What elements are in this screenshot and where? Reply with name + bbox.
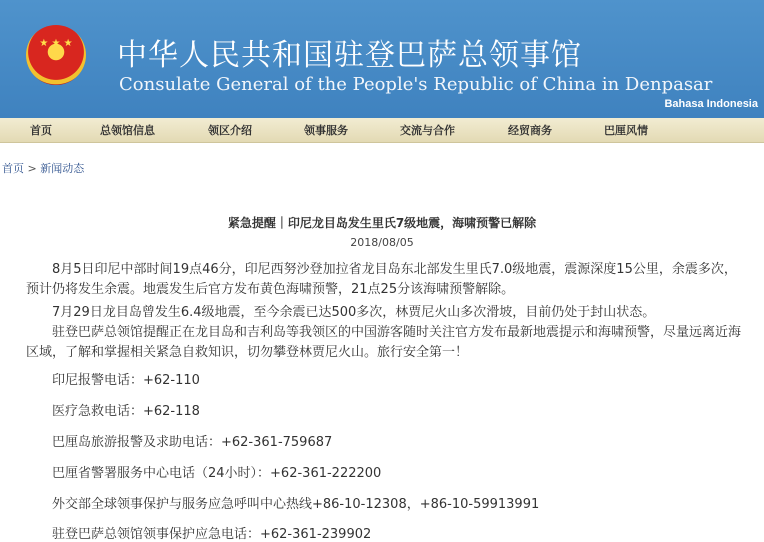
breadcrumb-separator: > bbox=[24, 162, 41, 175]
national-emblem-icon: ★ ★ ★ bbox=[26, 25, 86, 85]
breadcrumb-current[interactable]: 新闻动态 bbox=[40, 162, 85, 175]
site-title-en: Consulate General of the People's Republic of China in Denpasar bbox=[119, 74, 713, 95]
article-paragraph: 7月29日龙目岛曾发生6.4级地震，至今余震已达500多次，林贾尼火山多次滑坡，目前仍处于封山状态。 bbox=[52, 305, 656, 320]
article-paragraph: 8月5日印尼中部时间19点46分，印尼西努沙登加拉省龙目岛东北部发生里氏7.0级地震，震源深度15公里，余震多次，预计仍将发生余震。地震发生后官方发布黄色海啸预警，21点25分该海啸预警解除。 bbox=[26, 262, 737, 297]
nav-item-bali[interactable]: 巴厘风情 bbox=[604, 124, 648, 137]
contact-line: 医疗急救电话：+62-118 bbox=[52, 404, 200, 419]
article-date: 2018/08/05 bbox=[350, 236, 414, 249]
contact-line: 巴厘省警署服务中心电话（24小时）：+62-361-222200 bbox=[52, 466, 382, 481]
nav-item-consular-services[interactable]: 领事服务 bbox=[304, 124, 348, 137]
article-title: 紧急提醒｜印尼龙目岛发生里氏7级地震，海啸预警已解除 bbox=[227, 216, 537, 230]
nav-item-trade[interactable]: 经贸商务 bbox=[508, 124, 552, 137]
nav-item-consulate-info[interactable]: 总领馆信息 bbox=[100, 124, 155, 137]
contact-line: 印尼报警电话：+62-110 bbox=[52, 373, 200, 388]
site-header bbox=[0, 0, 764, 118]
nav-item-home[interactable]: 首页 bbox=[30, 124, 52, 137]
contact-line: 驻登巴萨总领馆领事保护应急电话：+62-361-239902 bbox=[52, 527, 372, 542]
article-paragraph: 驻登巴萨总领馆提醒正在龙目岛和吉利岛等我领区的中国游客随时关注官方发布最新地震提示和海啸预警，尽量远离近海区域，了解和掌握相关紧急自救知识，切勿攀登林贾尼火山。旅行安全第一！ bbox=[26, 325, 742, 360]
main-nav bbox=[0, 118, 764, 143]
nav-item-exchange[interactable]: 交流与合作 bbox=[400, 124, 455, 137]
language-link[interactable]: Bahasa Indonesia bbox=[664, 98, 758, 110]
breadcrumb-home[interactable]: 首页 bbox=[2, 162, 24, 175]
site-title-cn: 中华人民共和国驻登巴萨总领事馆 bbox=[117, 38, 582, 73]
nav-item-region[interactable]: 领区介绍 bbox=[208, 124, 252, 137]
contact-line: 巴厘岛旅游报警及求助电话：+62-361-759687 bbox=[52, 435, 333, 450]
breadcrumb bbox=[2, 160, 84, 176]
contact-line: 外交部全球领事保护与服务应急呼叫中心热线+86-10-12308，+86-10-59913991 bbox=[52, 497, 540, 512]
